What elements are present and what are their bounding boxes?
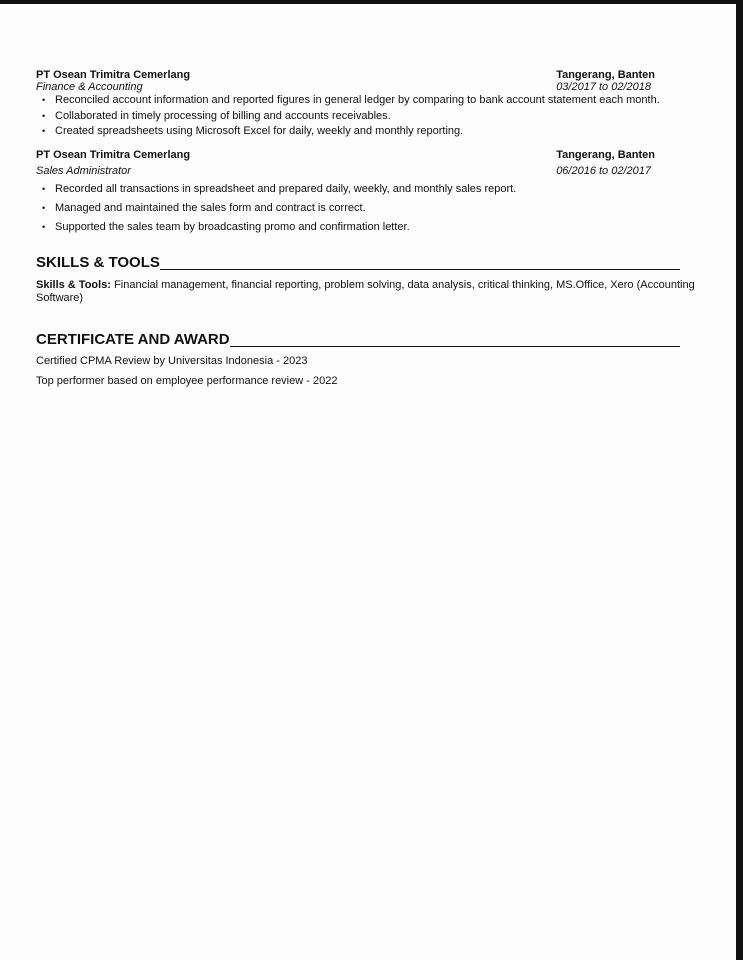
award-item: Top performer based on employee performance review - 2022 <box>36 375 338 387</box>
job-bullets <box>36 183 656 234</box>
job-subheader <box>36 165 656 177</box>
job-role: Sales Administrator <box>36 165 131 177</box>
bullet-item: • Reconciled account information and reported figures in general ledger by comparing to bank account statement each month. <box>36 94 656 107</box>
skills-label: Skills & Tools: <box>36 279 111 291</box>
job-location: Tangerang, Banten <box>556 149 655 161</box>
document-page <box>0 4 736 960</box>
bullet-item: • Supported the sales team by broadcasting promo and confirmation letter. <box>36 221 656 234</box>
experience-entry <box>36 149 656 234</box>
skills-heading <box>36 254 680 271</box>
heading-rule <box>160 269 680 270</box>
skills-heading-text: SKILLS & TOOLS <box>36 254 160 271</box>
certificate-heading <box>36 331 680 348</box>
company-name: PT Osean Trimitra Cemerlang <box>36 149 191 161</box>
bullet-item: • Collaborated in timely processing of billing and accounts receivables. <box>36 110 656 123</box>
skills-text: Financial management, financial reporting, problem solving, data analysis, critical thinking, MS.Office, Xero (Accounting Software) <box>36 279 695 304</box>
experience-entry <box>36 69 660 138</box>
certificate-item: Certified CPMA Review by Universitas Indonesia - 2023 <box>36 355 308 367</box>
job-dates: 06/2016 to 02/2017 <box>556 165 651 177</box>
heading-rule <box>230 346 680 347</box>
job-location: Tangerang, Banten <box>556 69 655 81</box>
bullet-item: • Recorded all transactions in spreadsheet and prepared daily, weekly, and monthly sales report. <box>36 183 656 196</box>
job-header <box>36 149 656 161</box>
certificate-heading-text: CERTIFICATE AND AWARD <box>36 331 230 348</box>
job-subheader <box>36 81 656 93</box>
company-name: PT Osean Trimitra Cemerlang <box>36 69 191 81</box>
job-role: Finance & Accounting <box>36 81 143 93</box>
bullet-item: • Managed and maintained the sales form and contract is correct. <box>36 202 656 215</box>
bullet-item: • Created spreadsheets using Microsoft Excel for daily, weekly and monthly reporting. <box>36 125 656 138</box>
skills-paragraph <box>36 279 696 305</box>
job-dates: 03/2017 to 02/2018 <box>556 81 651 93</box>
job-header <box>36 69 656 81</box>
job-bullets <box>36 94 660 138</box>
